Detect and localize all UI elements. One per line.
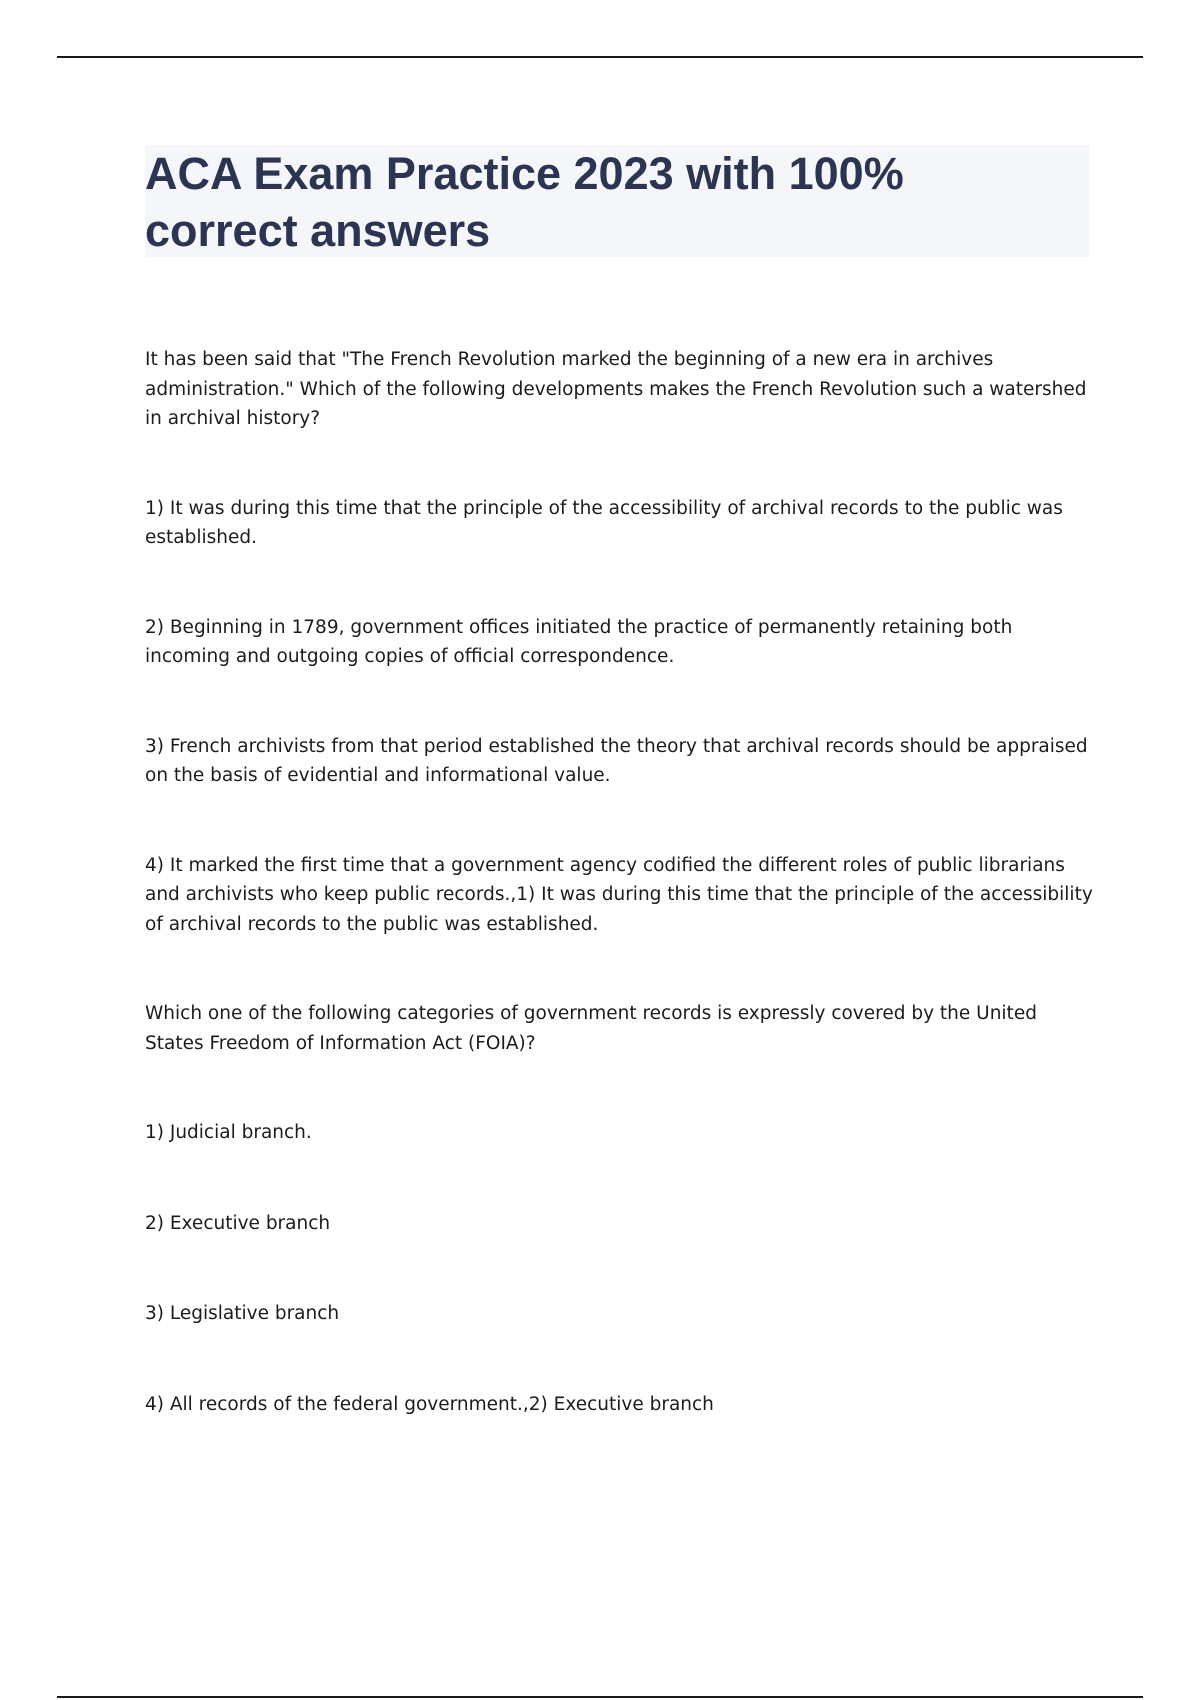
bottom-rule	[57, 1696, 1143, 1698]
answer-option: 1) Judicial branch.	[145, 1122, 312, 1143]
answer-option-with-key: 4) All records of the federal government.,2) Executive branch	[145, 1393, 714, 1415]
question-text: It has been said that "The French Revolution marked the beginning of a new era in archives administration." Which of the following developments makes the French Revolution such a watershed in archival history?	[145, 349, 1087, 429]
top-rule	[57, 56, 1143, 58]
document-body	[145, 345, 1095, 1480]
answer-option-with-key: 4) It marked the first time that a government agency codified the different roles of public librarians and archivists who keep public records.,1) It was during this time that the principle of the accessibility of archival records to the public was established.	[145, 854, 1093, 935]
answer-option: 3) Legislative branch	[145, 1303, 340, 1324]
question-block-1	[145, 345, 1095, 939]
answer-option: 2) Executive branch	[145, 1212, 331, 1234]
document-title: ACA Exam Practice 2023 with 100% correct answers	[145, 148, 904, 256]
title-banner	[145, 145, 1089, 257]
answer-option: 1) It was during this time that the principle of the accessibility of archival records to the public was established.	[145, 497, 1063, 548]
question-block-2	[145, 999, 1095, 1419]
answer-option: 3) French archivists from that period established the theory that archival records should be appraised on the basis of evidential and informational value.	[145, 735, 1088, 786]
answer-option: 2) Beginning in 1789, government offices initiated the practice of permanently retaining both incoming and outgoing copies of official correspondence.	[145, 616, 1013, 667]
question-text: Which one of the following categories of government records is expressly covered by the United States Freedom of Information Act (FOIA)?	[145, 1003, 1037, 1054]
